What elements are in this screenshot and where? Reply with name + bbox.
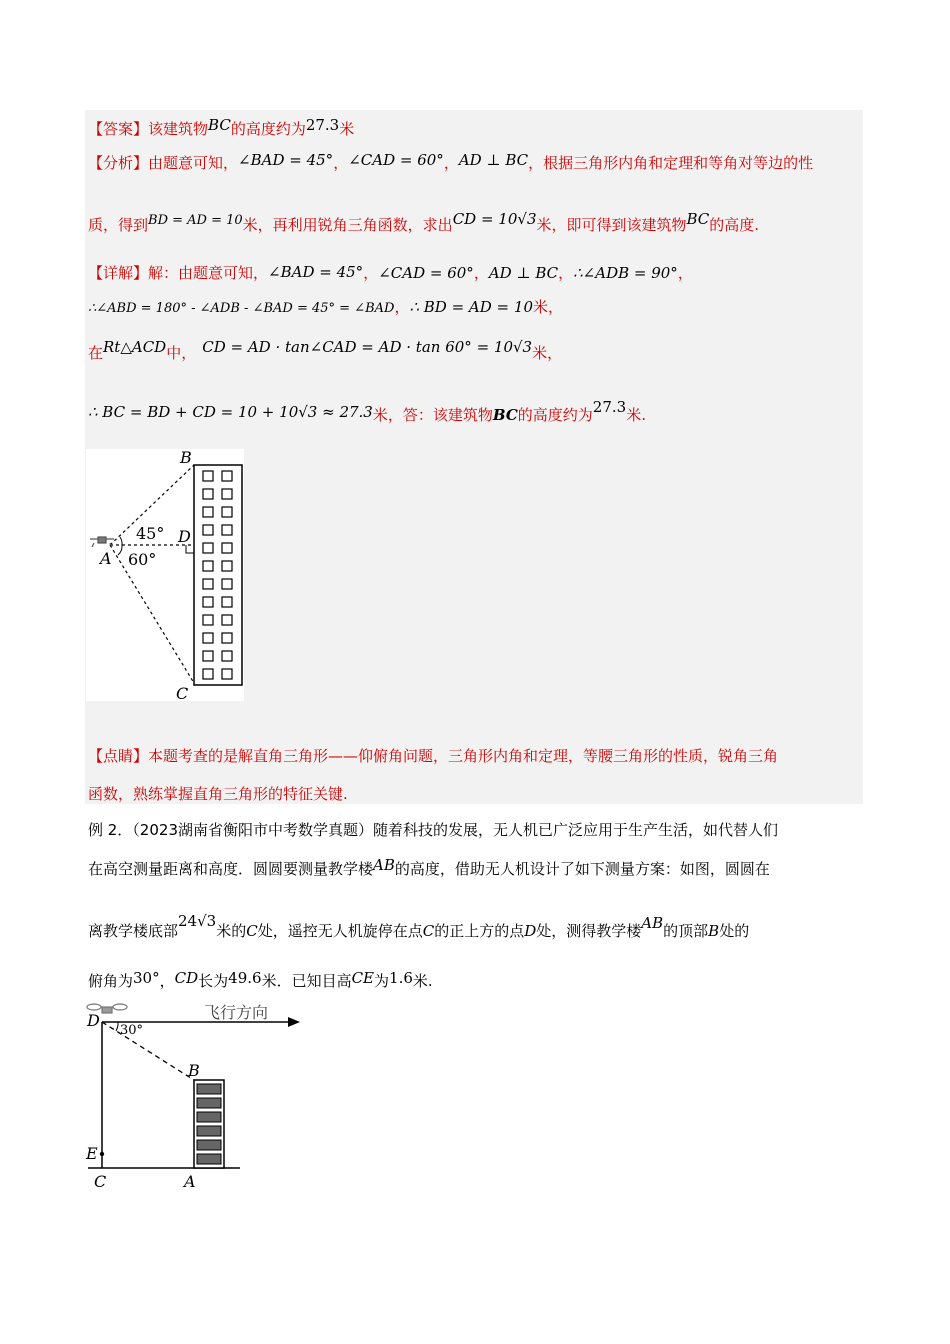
label-d: D	[178, 527, 191, 546]
label-d: D	[87, 1011, 100, 1030]
flight-direction-label: 飞行方向	[204, 1003, 269, 1022]
angle-60-label: 60°	[128, 550, 157, 569]
example2-line-3: 离教学楼底部24√3米的C处，遥控无人机旋停在点C的正上方的点D处，测得教学楼AB的顶部B处的	[88, 912, 750, 940]
comment-line-1: 【点睛】本题考查的是解直角三角形——仰俯角问题，三角形内角和定理，等腰三角形的性质，锐角三角	[88, 747, 779, 765]
label-a: A	[184, 1172, 196, 1191]
building	[194, 465, 242, 685]
label-e: E	[86, 1144, 98, 1163]
label-a: A	[100, 549, 112, 568]
answer-tag: 【答案】	[88, 120, 149, 138]
point-e	[100, 1152, 104, 1156]
analysis-line-1: 【分析】由题意可知，∠BAD = 45°，∠CAD = 60°，AD ⊥ BC，根据三角形内角和定理和等角对等边的性	[88, 151, 814, 172]
detail-tag: 【详解】	[88, 264, 149, 282]
label-c: C	[176, 684, 189, 701]
label-b: B	[188, 1061, 200, 1080]
figure-1-diagram	[86, 449, 244, 701]
comment-tag: 【点睛】	[88, 747, 149, 765]
example2-line-4: 俯角为30°，CD长为49.6米．已知目高CE为1.6米.	[88, 969, 433, 990]
figure-2-diagram	[84, 998, 306, 1192]
answer-line: 【答案】该建筑物BC的高度约为27.3米	[88, 116, 355, 138]
example2-line-1: 例 2．（2023湖南省衡阳市中考数学真题）随着科技的发展，无人机已广泛应用于生产生活，如代替人们	[88, 821, 778, 839]
detail-line-2: ∴∠ABD = 180° - ∠ADB - ∠BAD = 45° = ∠BAD，∴ BD = AD = 10米，	[88, 298, 563, 316]
detail-line-4: ∴ BC = BD + CD = 10 + 10√3 ≈ 27.3米，答：该建筑物BC的高度约为27.3米.	[88, 398, 646, 424]
detail-line-1: 【详解】解：由题意可知，∠BAD = 45°，∠CAD = 60°，AD ⊥ BC，∴∠ADB = 90°，	[88, 263, 693, 282]
angle-45-label: 45°	[136, 524, 165, 543]
example2-line-2: 在高空测量距离和高度．圆圆要测量教学楼AB的高度，借助无人机设计了如下测量方案：如图，圆圆在	[88, 856, 770, 878]
label-c: C	[94, 1172, 107, 1191]
detail-line-3: 在Rt△ACD中， CD = AD · tan∠CAD = AD · tan 60° = 10√3米，	[88, 338, 563, 362]
angle-arc-30	[116, 1022, 118, 1031]
comment-line-2: 函数，熟练掌握直角三角形的特征关键.	[88, 785, 348, 803]
label-b: B	[180, 449, 192, 467]
analysis-line-2: 质，得到BD = AD = 10米，再利用锐角三角函数，求出CD = 10√3米，即可得到该建筑物BC的高度.	[88, 210, 760, 234]
angle-30-label: 30°	[120, 1023, 144, 1038]
flight-arrow-icon	[288, 1017, 300, 1027]
analysis-tag: 【分析】	[88, 154, 149, 172]
